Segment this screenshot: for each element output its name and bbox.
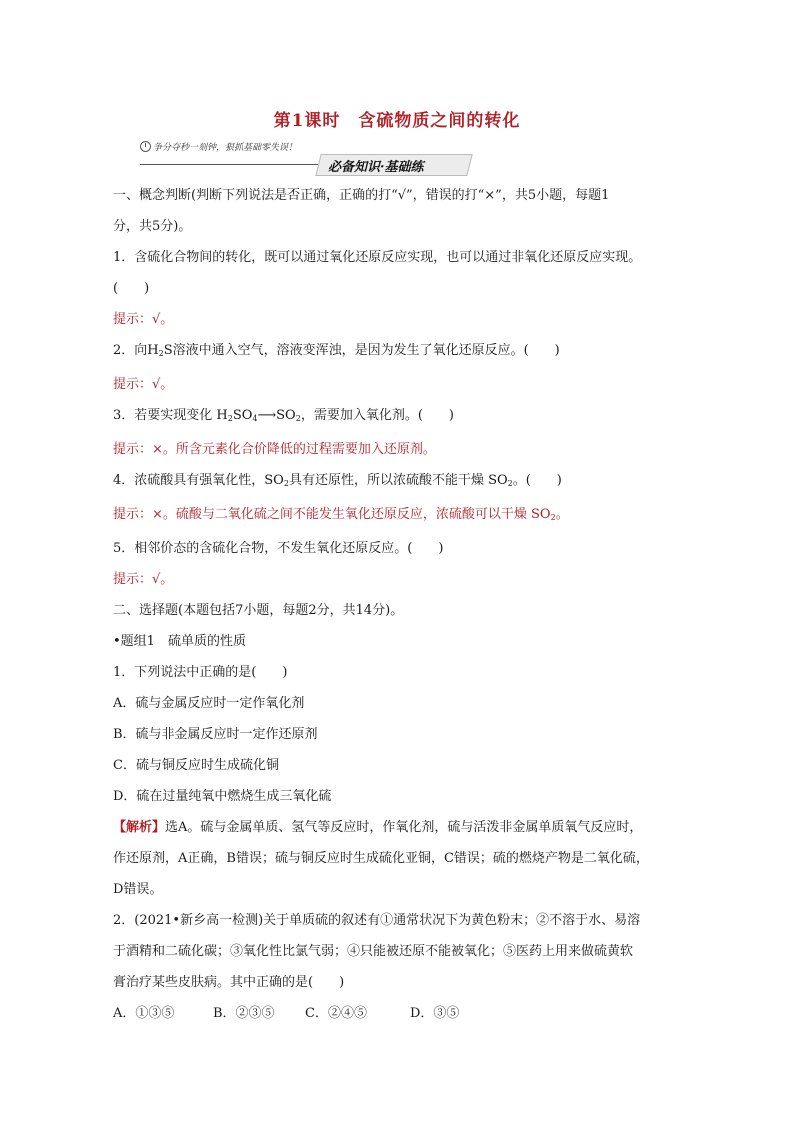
- q4-hint-pre: 提示：×。硫酸与二氧化硫之间不能发生氧化还原反应，浓硫酸可以干燥 SO: [113, 507, 551, 522]
- q5-text: 5．相邻价态的含硫化合物，不发生氧化还原反应。( ): [113, 541, 444, 556]
- mc1-analysis-line3: D错误。: [113, 882, 163, 897]
- analysis-text-1: 选A。硫与金属单质、氢气等反应时，作氧化剂，硫与活泼非金属单质氧气反应时，: [165, 820, 643, 835]
- group-heading: •题组1 硫单质的性质: [113, 634, 246, 649]
- mc2-option-a: A．①③⑤: [113, 1006, 175, 1021]
- page-title: 第1课时 含硫物质之间的转化: [273, 111, 521, 131]
- q4-sub2: 2: [507, 479, 513, 488]
- q2-pre: 2．向H: [113, 343, 159, 358]
- analysis-tag: 【解析】: [113, 820, 166, 835]
- q3-pre: 3．若要实现变化 H: [113, 408, 228, 423]
- mc2-option-d: D．③⑤: [410, 1006, 460, 1021]
- section1-heading-line1: 一、概念判断(判断下列说法是否正确，正确的打“√”，错误的打“×”，共5小题，每题1: [113, 188, 610, 203]
- q3-post: ，需要加入氧化剂。( ): [300, 408, 454, 423]
- q5-hint: 提示：√。: [113, 572, 174, 587]
- q4-hint-post: 。: [555, 507, 569, 522]
- q4-sub1: 2: [283, 479, 289, 488]
- q2-text: [113, 335, 683, 369]
- mc1-option-c: C．硫与铜反应时生成硫化铜: [113, 758, 279, 773]
- document-body: [113, 180, 683, 1029]
- mc2-stem-line1: 2．(2021•新乡高一检测)关于单质硫的叙述有①通常状况下为黄色粉末；②不溶于水、易溶: [113, 913, 641, 928]
- q3-mid2: SO: [276, 408, 296, 423]
- mc2-option-b: B．②③⑤: [213, 1006, 275, 1021]
- slogan-text: 争分夺秒一刻钟，狠抓基础零失误！: [153, 143, 298, 153]
- mc2-option-c: C．②④⑤: [305, 1006, 367, 1021]
- q4-post: 。( ): [512, 473, 562, 488]
- q3-sub1: 2: [227, 414, 233, 423]
- mc1-option-d: D．硫在过量纯氧中燃烧生成三氧化硫: [113, 789, 332, 804]
- q4-hint: [113, 499, 683, 533]
- q2-hint: 提示：√。: [113, 377, 174, 392]
- mc1-stem: 1．下列说法中正确的是( ): [113, 665, 288, 680]
- q1-hint: 提示：√。: [113, 312, 174, 327]
- q4-pre: 4．浓硫酸具有强氧化性，SO: [113, 473, 284, 488]
- mc1-option-a: A．硫与金属反应时一定作氧化剂: [113, 696, 305, 711]
- section1-heading-line2: 分，共5分)。: [113, 219, 192, 234]
- q4-hint-sub: 2: [550, 513, 556, 522]
- q4-text: [113, 465, 683, 499]
- q3-mid1: SO: [232, 408, 253, 423]
- q1-text: 1．含硫化合物间的转化，既可以通过氧化还原反应实现，也可以通过非氧化还原反应实现。: [113, 250, 642, 265]
- q4-mid: 具有还原性，所以浓硫酸不能干燥 SO: [288, 473, 508, 488]
- reaction-arrow-icon: ⟶: [257, 408, 277, 423]
- mc2-stem-line3: 膏治疗某些皮肤病。其中正确的是( ): [113, 975, 345, 990]
- section2-heading: 二、选择题(本题包括7小题，每题2分，共14分)。: [113, 603, 404, 618]
- q3-text: [113, 400, 683, 434]
- section-banner: [140, 140, 470, 176]
- mc1-analysis-line2: 作还原剂，A正确，B错误；硫与铜反应时生成硫化亚铜，C错误；硫的燃烧产物是二氧化硫，: [113, 851, 649, 866]
- q3-hint: 提示：×。所含元素化合价降低的过程需要加入还原剂。: [113, 442, 436, 457]
- q3-sub2: 4: [252, 414, 258, 423]
- slogan: [140, 140, 297, 153]
- banner-divider: [140, 164, 340, 165]
- q2-sub: 2: [158, 349, 164, 358]
- mc1-analysis-line1: [113, 812, 683, 843]
- mc1-option-b: B．硫与非金属反应时一定作还原剂: [113, 727, 318, 742]
- banner-tag: 必备知识·基础练: [328, 160, 424, 175]
- clock-icon: [140, 141, 151, 152]
- q3-sub3: 2: [295, 414, 301, 423]
- q1-bracket: ( ): [113, 281, 150, 296]
- mc2-stem-line2: 于酒精和二硫化碳；③氧化性比氯气弱；④只能被还原不能被氧化；⑤医药上用来做硫黄软: [113, 944, 634, 959]
- q2-post: S溶液中通入空气，溶液变浑浊，是因为发生了氧化还原反应。( ): [163, 343, 560, 358]
- mc2-options: [113, 998, 683, 1029]
